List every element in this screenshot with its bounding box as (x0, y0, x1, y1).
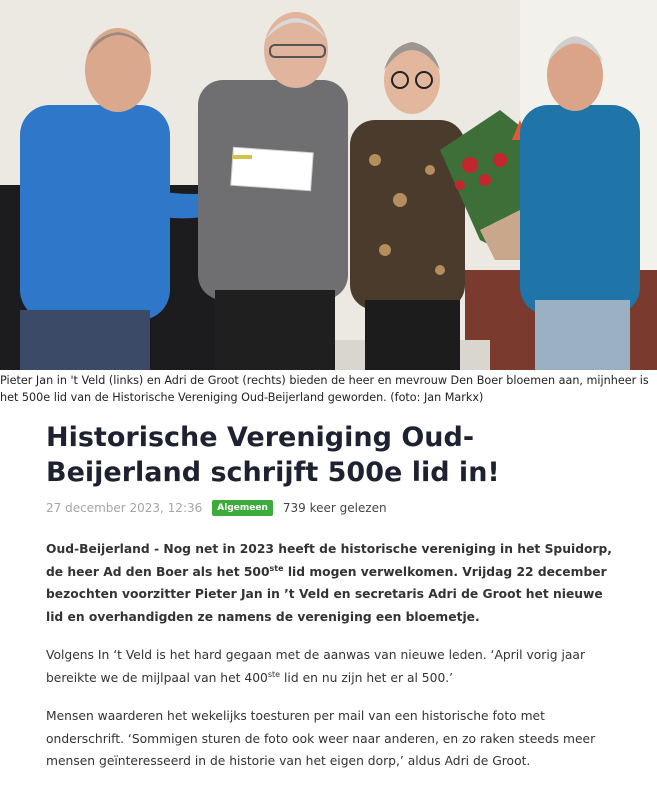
lead-text-part1: Oud-Beijerland - Nog net in 2023 heeft de historische vereniging in het Spuidorp, de heer Ad den Boer als het 500 (46, 542, 612, 579)
photo-illustration (0, 0, 657, 370)
article-paragraph-2 (46, 644, 616, 689)
category-badge[interactable]: Algemeen (212, 500, 273, 516)
article-title: Historische Vereniging Oud-Beijerland schrijft 500e lid in! (46, 422, 500, 488)
article-photo (0, 0, 657, 370)
read-count: 739 keer gelezen (282, 501, 387, 515)
article-body (46, 538, 616, 789)
para2-superscript: ste (267, 669, 281, 679)
article-lead (46, 538, 616, 628)
article-paragraph-3: Mensen waarderen het wekelijks toesturen per mail van een historische foto met onderschrift. ‘Sommigen sturen de foto ook weer naar anderen, en zo raken steeds meer mensen geïnteresseerd in de historie van het eigen dorp,’ aldus Adri de Groot. (46, 709, 596, 768)
para2-text-part1: Volgens In ‘t Veld is het hard gegaan met de aanwas van nieuwe leden. ‘April vorig jaar bereikte we de mijlpaal van het 400 (46, 648, 586, 685)
photo-caption: Pieter Jan in 't Veld (links) en Adri de Groot (rechts) bieden de heer en mevrouw Den Boer bloemen aan, mijnheer is het 500e lid van de Historische Vereniging Oud-Beijerland geworden. (foto: Jan Markx) (0, 374, 649, 404)
para2-text-part2: lid en nu zijn het er al 500.’ (280, 670, 454, 685)
lead-text-part2: lid mogen verwelkomen. Vrijdag 22 december bezochten voorzitter Pieter Jan in ’t Veld en secretaris Adri de Groot het nieuwe lid en overhandigden ze namens de vereniging een bloemetje. (46, 564, 607, 624)
lead-superscript: ste (269, 563, 284, 573)
article-date: 27 december 2023, 12:36 (46, 501, 203, 515)
article-meta (46, 498, 387, 518)
